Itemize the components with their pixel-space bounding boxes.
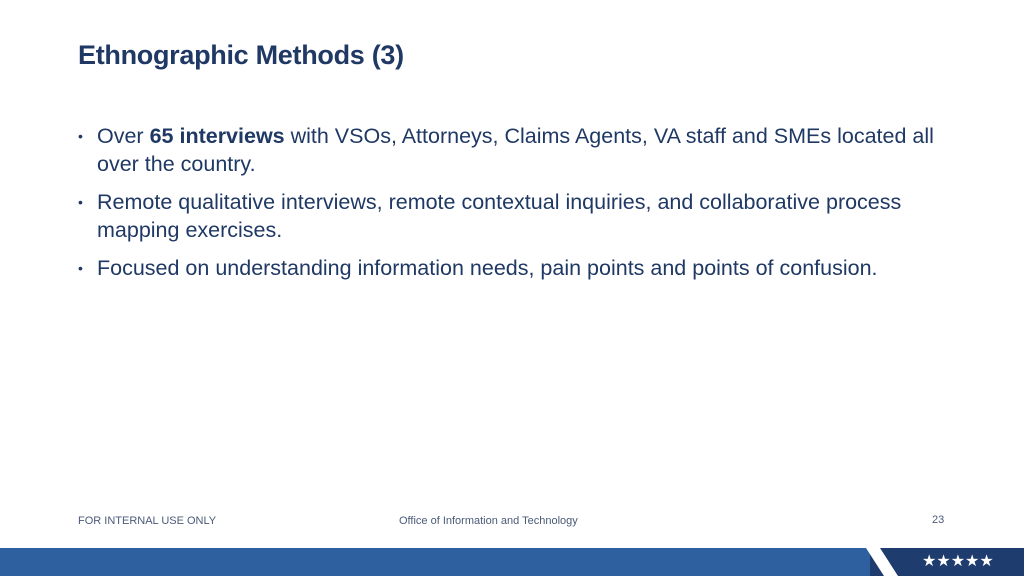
slide-title: Ethnographic Methods (3) [78,40,404,70]
footer-band [0,548,1024,576]
bullet-item [78,188,938,244]
footer-band-light [0,548,870,576]
footer-classification: FOR INTERNAL USE ONLY [78,515,217,527]
bullet-list [78,122,938,292]
bullet-text-bold: 65 interviews [149,124,285,148]
bullet-text-pre: Focused on understanding information needs, pain points and points of confusion. [97,256,878,280]
footer-office: Office of Information and Technology [399,515,578,527]
bullet-text-pre: Over [97,124,150,148]
bullet-dot-icon: • [78,128,83,144]
page-number: 23 [932,514,945,526]
bullet-dot-icon: • [78,260,83,276]
stars-icon: ★★★★★ [922,553,994,570]
bullet-item [78,122,938,178]
bullet-text-pre: Remote qualitative interviews, remote contextual inquiries, and collaborative process mapping exercises. [97,190,902,242]
bullet-text-post: with VSOs, Attorneys, Claims Agents, VA staff and SMEs located all over the country. [97,124,934,176]
bullet-item [78,254,938,282]
bullet-dot-icon: • [78,194,83,210]
